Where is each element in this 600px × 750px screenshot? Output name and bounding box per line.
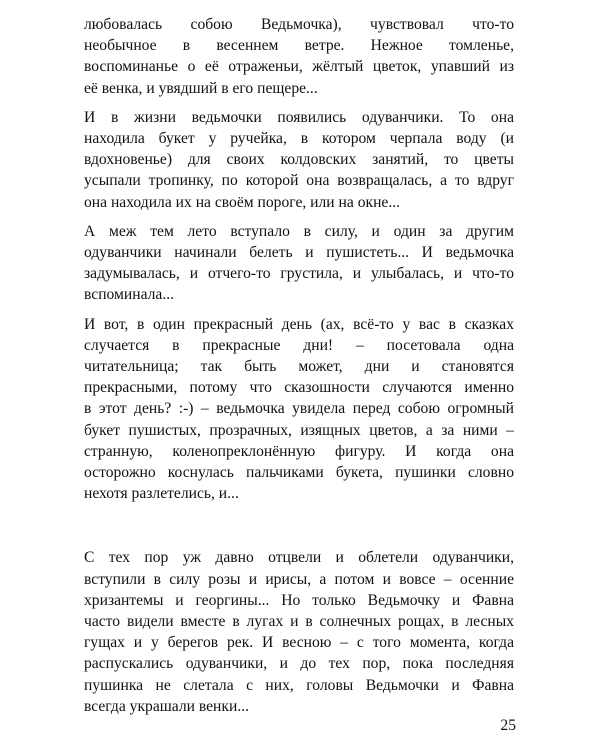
text-line: усыпали тропинку, по которой она возвращалась, а то вдруг bbox=[84, 172, 514, 190]
text-line: читательница; так быть может, дни и становятся bbox=[84, 358, 514, 376]
paragraph-5 bbox=[84, 547, 514, 717]
text-line: часто видели вместе в лугах и в солнечных рощах, в лесных bbox=[84, 613, 514, 631]
paragraph-2 bbox=[84, 107, 514, 213]
text-line: пушинка не слетала с них, головы Ведьмочки и Фавна bbox=[84, 676, 514, 694]
text-line: прекрасными, потому что сказошности случаются именно bbox=[84, 379, 514, 397]
text-line: вступили в силу розы и ирисы, а потом и вовсе – осенние bbox=[84, 570, 514, 588]
text-line: воспоминанье о её отраженьи, жёлтый цветок, упавший из bbox=[84, 58, 514, 76]
text-line: случается в прекрасные дни! – посетовала одна bbox=[84, 336, 514, 354]
text-line: И в жизни ведьмочки появились одуванчики. То она bbox=[84, 108, 514, 126]
text-line: букет пушистых, прозрачных, изящных цветов, а за ними – bbox=[84, 421, 514, 439]
text-line: она находила их на своём пороге, или на окне... bbox=[84, 193, 401, 211]
text-line: нехотя разлетелись, и... bbox=[84, 485, 239, 503]
paragraph-1 bbox=[84, 14, 514, 99]
text-line: распускались одуванчики, и до тех пор, пока последняя bbox=[84, 655, 514, 673]
paragraph-3 bbox=[84, 221, 514, 306]
text-line: гущах и у берегов рек. И весною – с того момента, когда bbox=[84, 634, 514, 652]
text-line: вдохновенье) для своих колдовских занятий, то цветы bbox=[84, 151, 514, 169]
text-line: А меж тем лето вступало в силу, и один за другим bbox=[84, 222, 514, 240]
text-line: И вот, в один прекрасный день (ах, всё-то у вас в сказках bbox=[84, 315, 514, 333]
paragraph-4 bbox=[84, 314, 514, 505]
page-body bbox=[84, 14, 514, 725]
text-line: её венка, и увядший в его пещере... bbox=[84, 79, 318, 97]
page-number: 25 bbox=[500, 717, 516, 734]
text-line: странную, коленопреклонённую фигуру. И когда она bbox=[84, 442, 514, 460]
text-line: находила букет у ручейка, в котором черпала воду (и bbox=[84, 130, 514, 148]
text-line: хризантемы и георгины... Но только Ведьмочку и Фавна bbox=[84, 591, 514, 609]
text-line: вспоминала... bbox=[84, 286, 175, 304]
text-line: С тех пор уж давно отцвели и облетели одуванчики, bbox=[84, 549, 514, 567]
text-line: всегда украшали венки... bbox=[84, 697, 250, 715]
text-line: задумывалась, и отчего-то грустила, и улыбалась, и что-то bbox=[84, 265, 514, 283]
text-line: осторожно коснулась пальчиками букета, пушинки словно bbox=[84, 464, 514, 482]
text-line: необычное в весеннем ветре. Нежное томленье, bbox=[84, 37, 514, 55]
text-line: любовалась собою Ведьмочка), чувствовал что-то bbox=[84, 16, 514, 33]
text-line: в этот день? :-) – ведьмочка увидела перед собою огромный bbox=[84, 400, 514, 418]
text-line: одуванчики начинали белеть и пушистеть... И ведьмочка bbox=[84, 244, 514, 262]
